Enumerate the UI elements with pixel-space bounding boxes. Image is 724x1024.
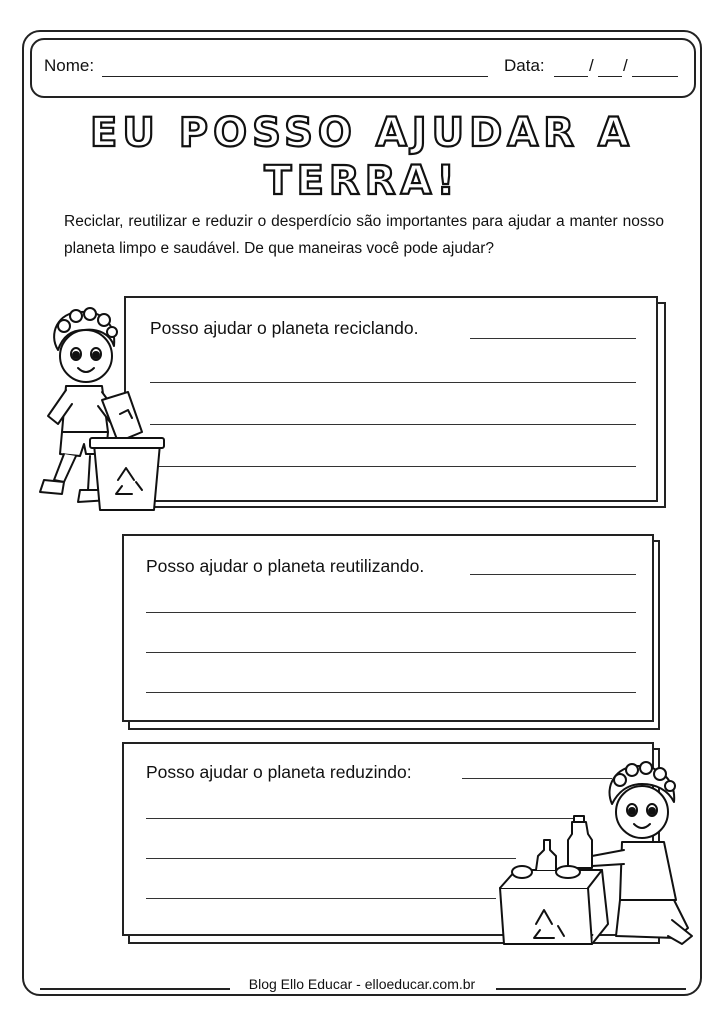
answer-line[interactable]: [150, 466, 636, 467]
header-box: [30, 38, 696, 98]
date-slash: /: [589, 56, 594, 75]
boy-with-recycle-box-icon: [496, 760, 696, 956]
boy-recycling-icon: [18, 304, 168, 518]
name-field[interactable]: [102, 76, 488, 77]
date-label: Data:: [504, 56, 545, 75]
intro-text: Reciclar, reutilizar e reduzir o desperdício são importantes para ajudar a manter nosso planeta limpo e saudável. De que maneiras você pode ajudar?: [64, 213, 664, 257]
prompt-recycling: Posso ajudar o planeta reciclando.: [150, 318, 419, 338]
date-year-field[interactable]: [632, 76, 678, 77]
answer-line[interactable]: [470, 338, 636, 339]
answer-line[interactable]: [146, 692, 636, 693]
answer-line[interactable]: [146, 612, 636, 613]
footer-text: Blog Ello Educar - elloeducar.com.br: [243, 976, 481, 992]
prompt-reusing: Posso ajudar o planeta reutilizando.: [146, 556, 425, 576]
answer-line[interactable]: [150, 424, 636, 425]
answer-line[interactable]: [150, 382, 636, 383]
page-title-line-1: EU POSSO AJUDAR A: [90, 110, 634, 156]
footer: [0, 976, 724, 994]
date-day-field[interactable]: [554, 76, 588, 77]
date-slash: /: [623, 56, 628, 75]
date-month-field[interactable]: [598, 76, 622, 77]
answer-line[interactable]: [146, 652, 636, 653]
answer-line[interactable]: [146, 858, 516, 859]
answer-line[interactable]: [470, 574, 636, 575]
prompt-reducing: Posso ajudar o planeta reduzindo:: [146, 762, 412, 782]
name-label: Nome:: [44, 56, 95, 75]
answer-line[interactable]: [146, 898, 496, 899]
page-title-line-2: TERRA!: [264, 158, 460, 204]
